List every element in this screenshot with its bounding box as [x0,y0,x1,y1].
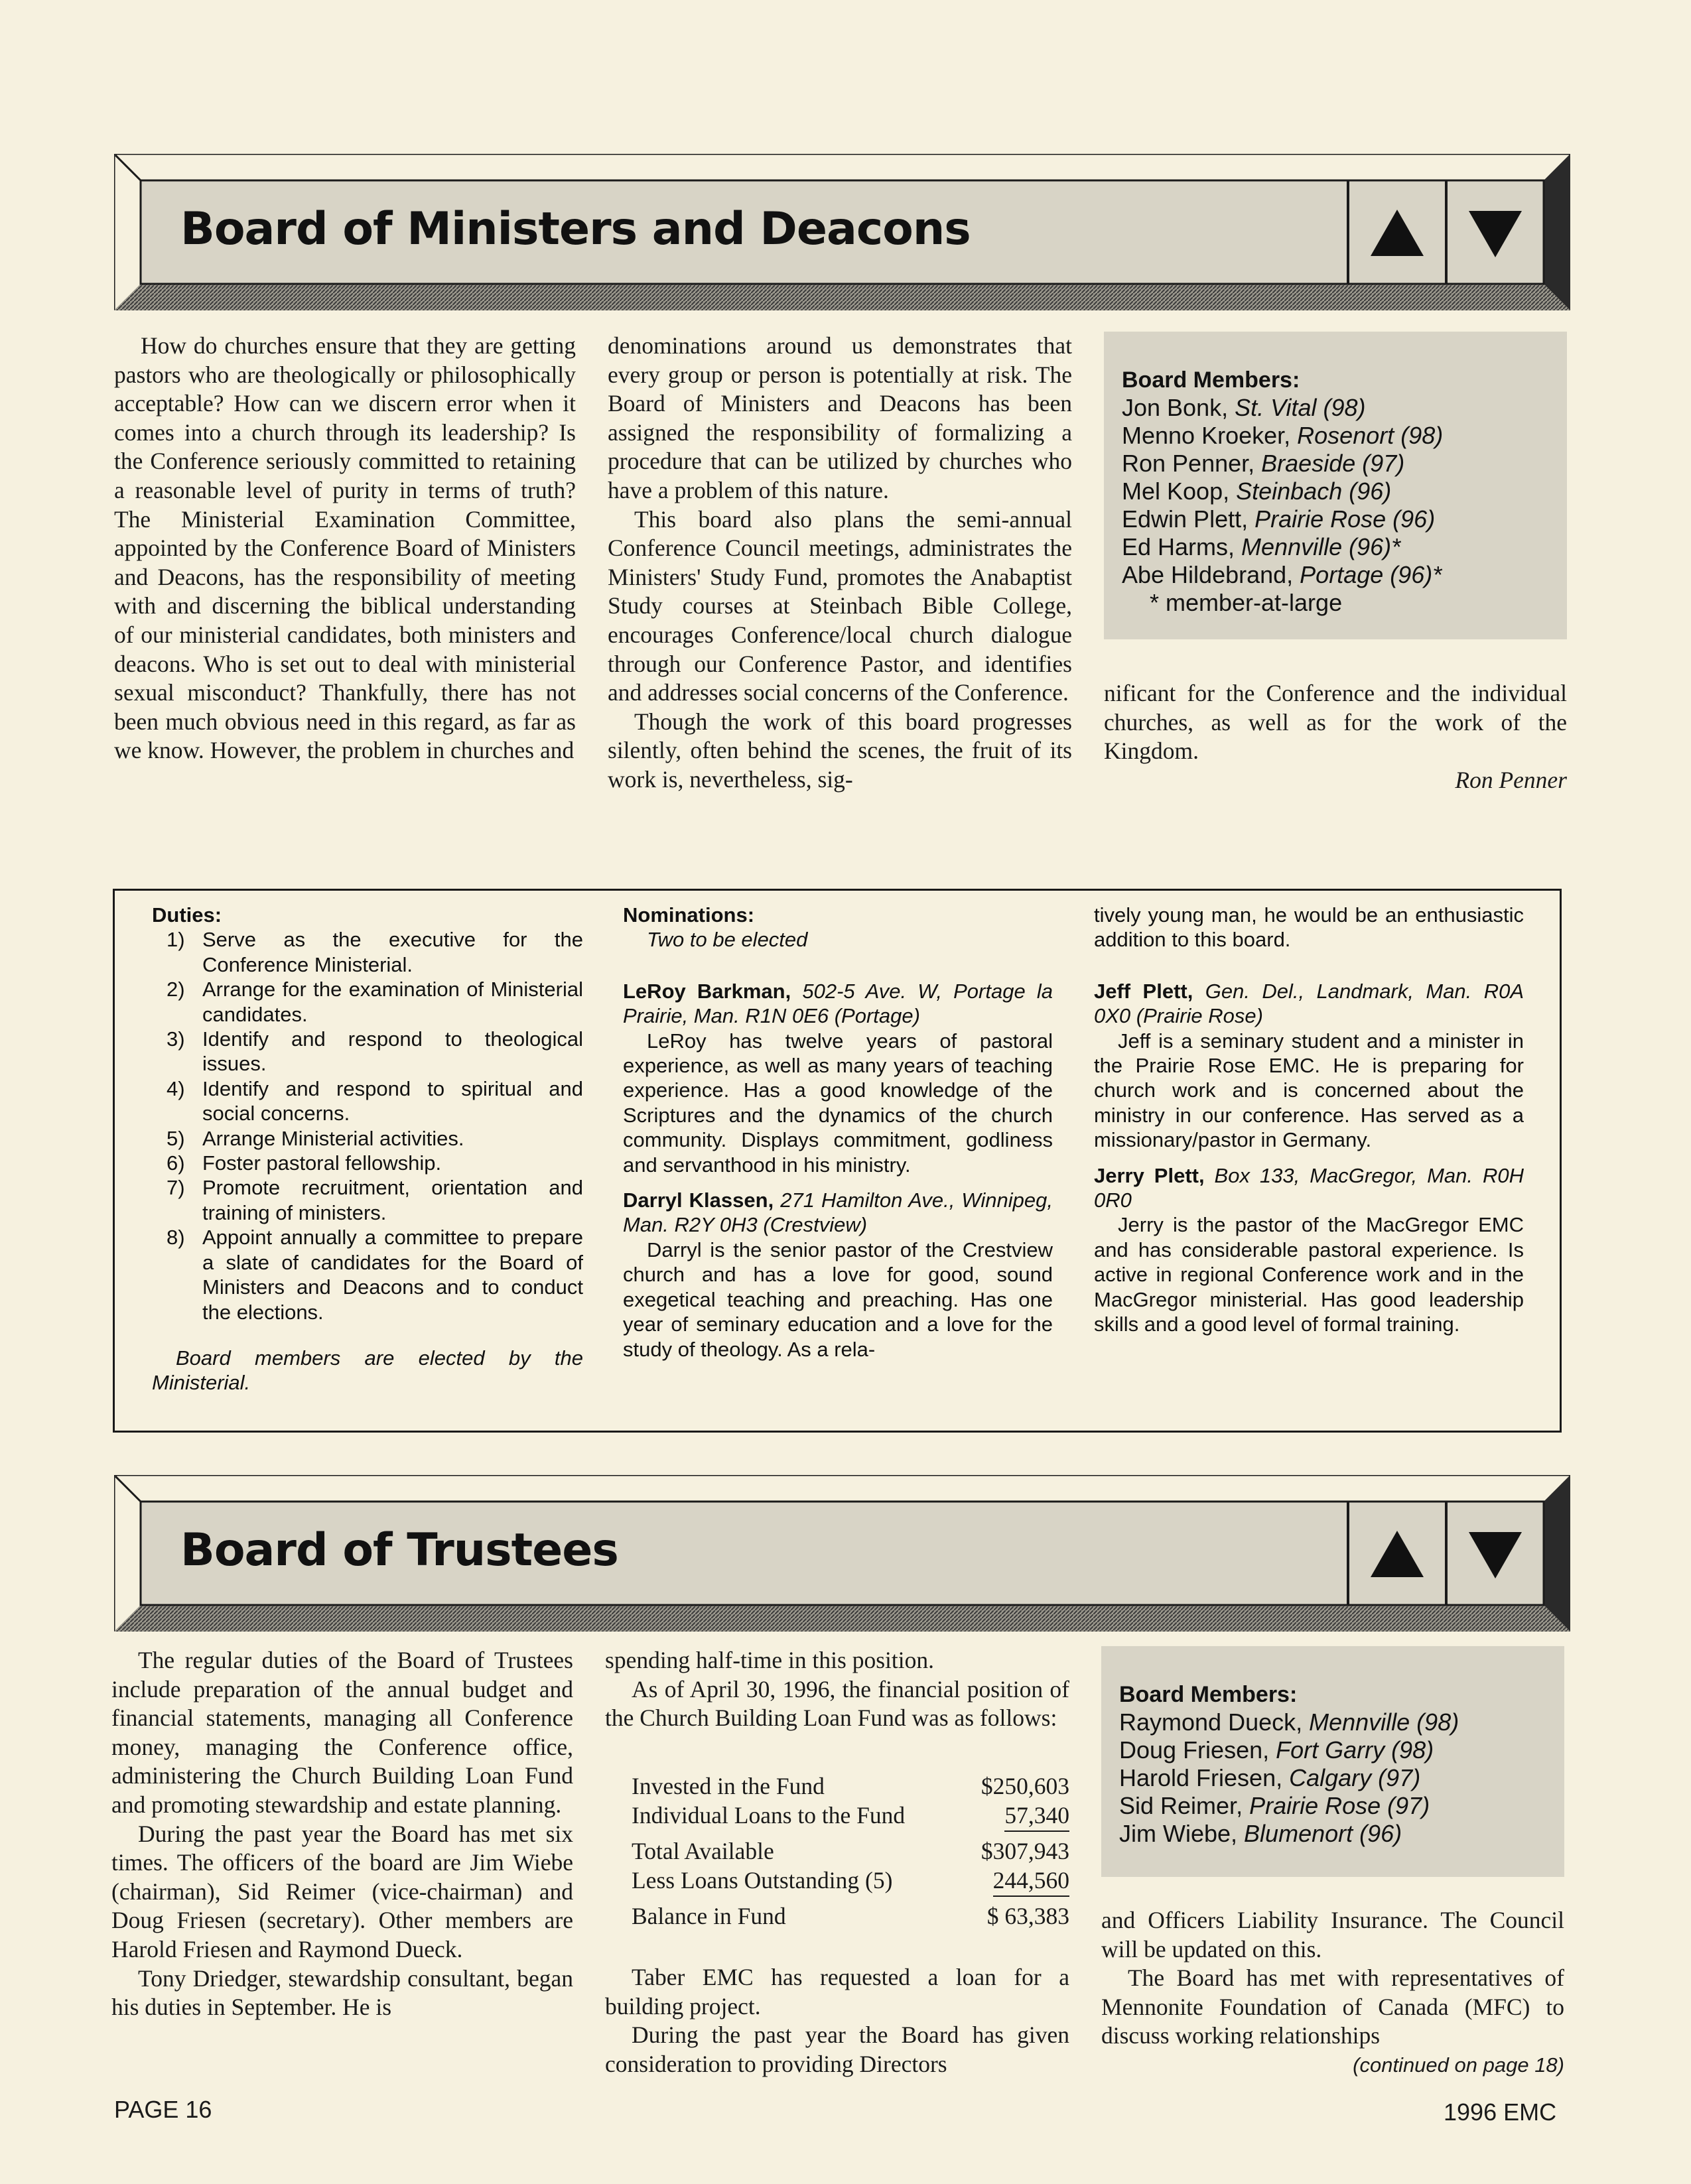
duty-item: 5) Arrange Ministerial activities. [167,1126,464,1150]
nominee-leroy-barkman-text: LeRoy has twelve years of pastoral experience, as well as many years of teaching experience. Has a good knowledge of the Scriptures and the dynamics of the church community. Displays commitment, godliness and servanthood in his ministry. [623,1029,1053,1177]
board-member: Jim Wiebe, Blumenort (96) [1119,1820,1402,1847]
nominee-darryl-klassen-text: Darryl is the senior pastor of the Crestview church and has a love for good, sound exegetical teaching and preaching. Has one year of seminary education and a love for the study of theology. As a rela- [623,1238,1053,1361]
trustees-paragraph-6: Taber EMC has requested a loan for a building project. [605,1964,1069,2020]
nominations-column [623,903,1053,1362]
nominee-leroy-barkman: LeRoy Barkman, 502-5 Ave. W, Portage la Prairie, Man. R1N 0E6 (Portage) [623,979,1053,1028]
page-number: PAGE 16 [114,2096,212,2123]
ministers-paragraph-4: Though the work of this board progresses silently, often behind the scenes, the fruit of its work is, nevertheless, sig- [608,708,1072,793]
board-member: Menno Kroeker, Rosenort (98) [1122,422,1444,449]
duty-item: 8) Appoint annually a committee to prepare a slate of candidates for the Board of Ministers and Deacons and to conduct the elections. [167,1226,583,1324]
nominations-column-2 [1094,903,1524,1337]
trustees-paragraph-5: As of April 30, 1996, the financial position of the Church Building Loan Fund was as follows: [605,1675,1069,1732]
trustees-paragraph-3: Tony Driedger, stewardship consultant, began his duties in September. He is [111,1964,573,2021]
fund-row: Total Available $307,943 [632,1838,1069,1864]
up-arrow-icon[interactable] [1371,210,1424,256]
ministers-paragraph-5: nificant for the Conference and the individual churches, as well as for the work of the Kingdom. [1104,680,1567,765]
duty-item: 2) Arrange for the examination of Ministerial candidates. [167,978,583,1026]
up-arrow-icon[interactable] [1371,1531,1424,1577]
board-member: Abe Hildebrand, Portage (96)* [1122,561,1442,588]
board-member: Ron Penner, Braeside (97) [1122,450,1405,477]
trustees-column-1 [111,1646,573,2022]
continued-note: (continued on page 18) [1353,2053,1564,2077]
section-banner-ministers [114,154,1570,316]
duties-column [152,903,583,1395]
down-arrow-icon[interactable] [1469,1532,1522,1578]
duty-item: 1) Serve as the executive for the Conference Ministerial. [167,928,583,976]
duties-nominations-box [113,889,1562,1433]
board-member: Raymond Dueck, Mennville (98) [1119,1708,1459,1736]
duties-note: Board members are elected by the Ministerial. [152,1346,583,1395]
board-member: Ed Harms, Mennville (96)* [1122,533,1401,560]
down-arrow-icon[interactable] [1469,211,1522,257]
publication-label: 1996 EMC [1444,2098,1557,2126]
trustees-paragraph-9: The Board has met with representatives of Mennonite Foundation of Canada (MFC) to discuss working relationships [1101,1964,1564,2049]
nominee-jerry-plett-text: Jerry is the pastor of the MacGregor EMC and has considerable pastoral experience. Is active in regional Conference work and in the MacGregor ministerial. Has good leadership skills and a good level of formal training. [1094,1213,1524,1336]
section-title: Board of Trustees [180,1524,618,1576]
ministers-column-1 [114,332,576,765]
fund-row: Less Loans Outstanding (5) 244,560 [632,1866,1069,1895]
trustees-column-2-lower [605,1963,1069,2079]
duty-item: 3) Identify and respond to theological issues. [167,1027,583,1076]
board-member: Jon Bonk, St. Vital (98) [1122,394,1366,421]
trustees-paragraph-4: spending half-time in this position. [605,1647,934,1673]
section-banner-trustees [114,1475,1570,1637]
trustees-paragraph-8: and Officers Liability Insurance. The Council will be updated on this. [1101,1907,1564,1962]
ministers-paragraph-2: denominations around us demonstrates that every group or person is potentially at risk. The Board of Ministers and Deacons has been assigned the responsibility of formalizing a procedure that can be utilized by churches who have a problem of this nature. [608,332,1072,503]
board-member: Edwin Plett, Prairie Rose (96) [1122,505,1436,533]
trustees-column-2 [605,1646,1069,1733]
trustees-column-3 [1101,1906,1564,2080]
ministers-column-2 [608,332,1072,795]
loan-fund-table [632,1772,1069,1931]
duties-heading: Duties: [152,903,222,927]
trustees-paragraph-1: The regular duties of the Board of Trustees include preparation of the annual budget and financial statements, managing all Conference money, managing the Conference office, administering the Church Building Loan Fund and promoting stewardship and estate planning. [111,1647,573,1818]
nominee-darryl-klassen: Darryl Klassen, 271 Hamilton Ave., Winnipeg, Man. R2Y 0H3 (Crestview) [623,1188,1053,1237]
members-heading: Board Members: [1122,367,1300,393]
members-footnote: * member-at-large [1150,589,1343,616]
duty-item: 4) Identify and respond to spiritual and social concerns. [167,1076,583,1125]
board-member: Mel Koop, Steinbach (96) [1122,478,1392,505]
trustees-paragraph-7: During the past year the Board has given consideration to providing Directors [605,2022,1069,2077]
nominee-darryl-klassen-continued: tively young man, he would be an enthusiastic addition to this board. [1094,903,1524,952]
board-member: Harold Friesen, Calgary (97) [1119,1764,1421,1791]
board-member: Doug Friesen, Fort Garry (98) [1119,1736,1434,1764]
duty-item: 6) Foster pastoral fellowship. [167,1151,442,1175]
fund-row: Individual Loans to the Fund 57,340 [632,1801,1069,1831]
ministers-column-3 [1104,679,1567,795]
fund-row: Balance in Fund $ 63,383 [632,1903,1069,1929]
fund-row: Invested in the Fund $250,603 [632,1773,1069,1799]
section-title: Board of Ministers and Deacons [180,203,971,255]
nominee-jeff-plett-text: Jeff is a seminary student and a minister in the Prairie Rose EMC. He is preparing for church work and is concerned about the ministry in our conference. Has served as a missionary/pastor in Germany. [1094,1029,1524,1152]
nominee-jerry-plett: Jerry Plett, Box 133, MacGregor, Man. R0H 0R0 [1094,1163,1524,1212]
members-heading: Board Members: [1119,1682,1298,1707]
nominations-subheading: Two to be elected [647,928,808,952]
duty-item: 7) Promote recruitment, orientation and training of ministers. [167,1176,583,1224]
trustees-board-members-box [1101,1646,1564,1877]
ministers-paragraph-1: How do churches ensure that they are getting pastors who are theologically or philosophically acceptable? How can we discern error when it comes into a church through its leadership? Is the Conference seriously committed to retaining a reasonable level of purity in terms of truth? The Ministerial Examination Committee, appointed by the Conference Board of Ministers and Deacons, has the responsibility of meeting with and discerning the biblical understanding of our ministerial candidates, both ministers and deacons. Who is set out to deal with ministerial sexual misconduct? Thankfully, there has not been much obvious need in this regard, as far as we know. However, the problem in churches and [114,332,576,764]
nominee-jeff-plett: Jeff Plett, Gen. Del., Landmark, Man. R0A 0X0 (Prairie Rose) [1094,979,1524,1028]
board-member: Sid Reimer, Prairie Rose (97) [1119,1792,1430,1819]
trustees-paragraph-2: During the past year the Board has met six times. The officers of the board are Jim Wiebe (chairman), Sid Reimer (vice-chairman) and Doug Friesen (secretary). Other members are Harold Friesen and Raymond Dueck. [111,1820,573,1962]
ministers-board-members-box [1104,332,1567,639]
signature: Ron Penner [1455,766,1567,793]
nominations-heading: Nominations: [623,903,755,927]
ministers-paragraph-3: This board also plans the semi-annual Conference Council meetings, administrates the Ministers' Study Fund, promotes the Anabaptist Study courses at Steinbach Bible College, encourages Conference/local church dialogue through our Conference Pastor, and identifies and addresses social concerns of the Conference. [608,505,1072,706]
